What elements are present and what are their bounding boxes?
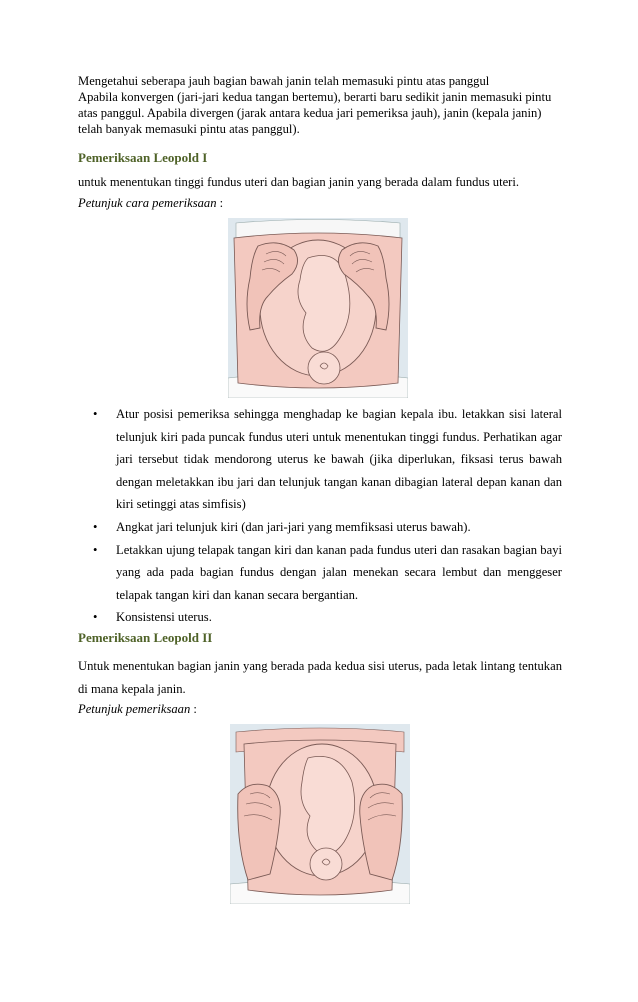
- list-item-text: Letakkan ujung telapak tangan kiri dan kanan pada fundus uteri dan rasakan bagian bayi yang ada pada bagian fundus dengan jalan menekan secara lembut dan menggeser telapak tangan kiri dan kanan secara bergantian.: [116, 542, 562, 602]
- leopold1-steps-list: [78, 403, 562, 629]
- list-item: [78, 539, 562, 607]
- list-item-text: Konsistensi uterus.: [116, 610, 212, 625]
- bullet-dot: •: [93, 610, 98, 625]
- leopold1-instruction: [78, 196, 223, 211]
- leopold2-illustration: [230, 724, 410, 904]
- leopold1-heading: Pemeriksaan Leopold I: [78, 150, 208, 165]
- leopold2-purpose: Untuk menentukan bagian janin yang berada pada kedua sisi uterus, pada letak lintang tentukan di mana kepala janin.: [78, 659, 562, 696]
- leopold1-illustration: [228, 218, 408, 398]
- intro-line: Mengetahui seberapa jauh bagian bawah janin telah memasuki pintu atas panggul: [78, 74, 490, 88]
- leopold2-heading: Pemeriksaan Leopold II: [78, 630, 213, 645]
- intro-line: telah banyak memasuki pintu atas panggul).: [78, 122, 300, 136]
- list-item-text: Atur posisi pemeriksa sehingga menghadap ke bagian kepala ibu. letakkan sisi lateral telunjuk kiri pada puncak fundus uteri untuk menentukan tinggi fundus. Perhatikan agar jari tersebut tidak mendorong uterus ke bawah (jika diperlukan, fiksasi terus bawah dengan meletakkan ibu jari dan telunjuk tangan kanan dibagian lateral depan kanan dan kiri setinggi atas simfisis): [116, 407, 562, 512]
- list-item: [78, 516, 562, 539]
- bullet-dot: •: [93, 407, 98, 421]
- leopold2-instruction-label: Petunjuk pemeriksaan: [78, 702, 191, 716]
- leopold2-instruction-suffix: :: [190, 702, 197, 716]
- list-item: [78, 606, 562, 629]
- leopold2-instruction: [78, 702, 197, 717]
- fetus-head: [308, 352, 340, 384]
- list-item-text: Angkat jari telunjuk kiri (dan jari-jari yang memfiksasi uterus bawah).: [116, 519, 471, 534]
- list-item: [78, 403, 562, 516]
- bullet-dot: •: [93, 542, 98, 557]
- intro-line: Apabila konvergen (jari-jari kedua tangan bertemu), berarti baru sedikit janin memasuki pintu: [78, 90, 552, 104]
- fetus-head: [310, 848, 342, 880]
- leopold1-purpose: untuk menentukan tinggi fundus uteri dan bagian janin yang berada dalam fundus uteri.: [78, 175, 520, 189]
- leopold1-instruction-suffix: :: [216, 196, 224, 210]
- intro-paragraph: [78, 73, 562, 137]
- leopold1-instruction-label: Petunjuk cara pemeriksaan: [78, 196, 217, 210]
- bullet-dot: •: [93, 519, 98, 534]
- intro-line: atas panggul. Apabila divergen (jarak antara kedua jari pemeriksa jauh), janin (kepala janin): [78, 106, 542, 120]
